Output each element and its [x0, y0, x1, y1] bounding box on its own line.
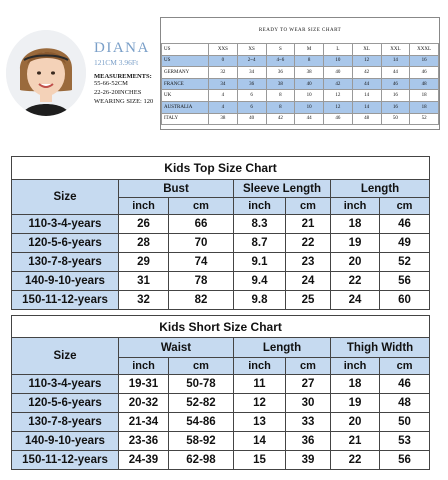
- ready-to-wear-title: READY TO WEAR SIZE CHART: [258, 28, 342, 33]
- model-name: DIANA: [94, 40, 150, 56]
- model-photo: [6, 30, 86, 116]
- measurement-cell: 33: [286, 413, 331, 432]
- model-info: [94, 40, 162, 105]
- measurement-cell: 23: [286, 253, 331, 272]
- measurement-cell: 24: [331, 291, 380, 310]
- unit-header-cell: cm: [286, 358, 331, 375]
- measurement-cell: 21: [286, 215, 331, 234]
- size-value-cell: 40: [324, 67, 353, 79]
- measurement-cell: 15: [234, 451, 286, 470]
- size-value-cell: 38: [209, 113, 238, 125]
- measurement-cell: 9.1: [234, 253, 286, 272]
- measurement-cell: 20: [331, 413, 380, 432]
- measurement-cell: 70: [169, 234, 234, 253]
- region-cell: FRANCE: [162, 78, 209, 90]
- measurement-cell: 50: [380, 413, 430, 432]
- measurement-cell: 39: [286, 451, 331, 470]
- bust-header: Bust: [119, 180, 234, 198]
- unit-header-cell: cm: [286, 198, 331, 215]
- size-value-cell: 4: [209, 90, 238, 102]
- ready-to-wear-row: [162, 101, 439, 113]
- measurement-cell: 25: [286, 291, 331, 310]
- measurement-cell: 54-86: [169, 413, 234, 432]
- size-value-cell: 42: [324, 78, 353, 90]
- size-cell: 150-11-12-years: [12, 291, 119, 310]
- table-row: [12, 413, 430, 432]
- measurement-cell: 9.8: [234, 291, 286, 310]
- size-value-cell: 32: [209, 67, 238, 79]
- measurement-cell: 23-36: [119, 432, 169, 451]
- measurement-cell: 49: [380, 234, 430, 253]
- unit-header-cell: cm: [169, 198, 234, 215]
- measurement-cell: 32: [119, 291, 169, 310]
- unit-header-cell: inch: [234, 198, 286, 215]
- size-cell: 150-11-12-years: [12, 451, 119, 470]
- measurement-cell: 21-34: [119, 413, 169, 432]
- size-value-cell: 16: [381, 101, 410, 113]
- sleeve-length-header: Sleeve Length: [234, 180, 331, 198]
- size-cell: 130-7-8-years: [12, 253, 119, 272]
- ready-to-wear-row: [162, 90, 439, 102]
- measurement-cell: 48: [380, 394, 430, 413]
- size-value-cell: 8: [266, 90, 295, 102]
- size-value-cell: 12: [324, 101, 353, 113]
- size-value-cell: 0: [209, 55, 238, 67]
- region-cell: AUSTRALIA: [162, 101, 209, 113]
- size-value-cell: XXXL: [410, 44, 439, 56]
- size-value-cell: 48: [410, 78, 439, 90]
- size-cell: 120-5-6-years: [12, 394, 119, 413]
- measurement-cell: 20: [331, 253, 380, 272]
- length-header: Length: [234, 338, 331, 358]
- size-value-cell: 46: [381, 78, 410, 90]
- size-cell: 130-7-8-years: [12, 413, 119, 432]
- measurement-cell: 20-32: [119, 394, 169, 413]
- table-row: [12, 432, 430, 451]
- measurement-cell: 8.3: [234, 215, 286, 234]
- measurements-cm: 55-66-52CM: [94, 80, 128, 87]
- size-value-cell: 4~6: [266, 55, 295, 67]
- chart-title: Kids Short Size Chart: [12, 316, 430, 338]
- measurement-cell: 14: [234, 432, 286, 451]
- size-value-cell: 18: [410, 90, 439, 102]
- size-value-cell: XXL: [381, 44, 410, 56]
- size-value-cell: 46: [410, 67, 439, 79]
- size-value-cell: 44: [352, 78, 381, 90]
- measurement-cell: 52: [380, 253, 430, 272]
- ready-to-wear-table: [161, 43, 439, 125]
- unit-header-cell: inch: [234, 358, 286, 375]
- size-value-cell: 16: [410, 55, 439, 67]
- size-value-cell: 38: [295, 67, 324, 79]
- size-value-cell: 6: [237, 90, 266, 102]
- size-value-cell: 46: [324, 113, 353, 125]
- measurement-cell: 12: [234, 394, 286, 413]
- measurement-cell: 19: [331, 234, 380, 253]
- ready-to-wear-size-chart: [160, 17, 440, 130]
- measurement-cell: 66: [169, 215, 234, 234]
- measurement-cell: 30: [286, 394, 331, 413]
- size-value-cell: 8: [266, 101, 295, 113]
- measurement-cell: 22: [331, 272, 380, 291]
- size-value-cell: 50: [381, 113, 410, 125]
- size-value-cell: 8: [295, 55, 324, 67]
- region-cell: US: [162, 44, 209, 56]
- measurement-cell: 50-78: [169, 375, 234, 394]
- table-row: [12, 291, 430, 310]
- measurement-cell: 24: [286, 272, 331, 291]
- size-value-cell: 16: [381, 90, 410, 102]
- size-value-cell: XS: [237, 44, 266, 56]
- size-cell: 120-5-6-years: [12, 234, 119, 253]
- size-value-cell: 2~4: [237, 55, 266, 67]
- measurement-cell: 27: [286, 375, 331, 394]
- table-row: [12, 394, 430, 413]
- table-row: [12, 234, 430, 253]
- measurement-cell: 26: [119, 215, 169, 234]
- measurement-cell: 74: [169, 253, 234, 272]
- unit-header-cell: cm: [380, 198, 430, 215]
- size-value-cell: 36: [266, 67, 295, 79]
- ready-to-wear-row: [162, 113, 439, 125]
- ready-to-wear-row: [162, 55, 439, 67]
- size-value-cell: 18: [410, 101, 439, 113]
- region-cell: US: [162, 55, 209, 67]
- size-value-cell: 10: [324, 55, 353, 67]
- table-row: [12, 272, 430, 291]
- unit-header-cell: cm: [380, 358, 430, 375]
- measurement-cell: 22: [331, 451, 380, 470]
- region-cell: ITALY: [162, 113, 209, 125]
- size-value-cell: S: [266, 44, 295, 56]
- ready-to-wear-header-row: [162, 44, 439, 56]
- table-row: [12, 375, 430, 394]
- measurements-inches: 22-26-20INCHES: [94, 88, 142, 96]
- measurements-label: MEASUREMENTS:: [94, 73, 152, 80]
- table-row: [12, 253, 430, 272]
- measurement-cell: 58-92: [169, 432, 234, 451]
- size-cell: 110-3-4-years: [12, 215, 119, 234]
- size-value-cell: 40: [237, 113, 266, 125]
- size-value-cell: 12: [352, 55, 381, 67]
- unit-header-cell: inch: [119, 198, 169, 215]
- size-value-cell: 48: [352, 113, 381, 125]
- measurement-cell: 11: [234, 375, 286, 394]
- girl-portrait-icon: [6, 30, 86, 116]
- measurement-cell: 31: [119, 272, 169, 291]
- unit-header-cell: inch: [331, 198, 380, 215]
- ready-to-wear-row: [162, 78, 439, 90]
- measurement-cell: 46: [380, 215, 430, 234]
- unit-header-cell: cm: [169, 358, 234, 375]
- region-cell: UK: [162, 90, 209, 102]
- unit-header-cell: inch: [331, 358, 380, 375]
- size-value-cell: 10: [295, 90, 324, 102]
- kids-short-size-chart: [11, 315, 430, 470]
- size-value-cell: 4: [209, 101, 238, 113]
- measurement-cell: 46: [380, 375, 430, 394]
- measurement-cell: 22: [286, 234, 331, 253]
- size-value-cell: 36: [237, 78, 266, 90]
- measurement-cell: 28: [119, 234, 169, 253]
- waist-header: Waist: [119, 338, 234, 358]
- size-cell: 140-9-10-years: [12, 272, 119, 291]
- size-value-cell: 12: [324, 90, 353, 102]
- size-value-cell: 52: [410, 113, 439, 125]
- measurement-cell: 29: [119, 253, 169, 272]
- measurement-cell: 53: [380, 432, 430, 451]
- size-value-cell: 42: [352, 67, 381, 79]
- size-value-cell: 44: [381, 67, 410, 79]
- size-value-cell: 34: [237, 67, 266, 79]
- region-cell: GERMANY: [162, 67, 209, 79]
- measurement-cell: 36: [286, 432, 331, 451]
- measurement-cell: 19-31: [119, 375, 169, 394]
- measurement-cell: 18: [331, 375, 380, 394]
- size-value-cell: 14: [381, 55, 410, 67]
- size-header: Size: [12, 338, 119, 375]
- size-value-cell: 34: [209, 78, 238, 90]
- measurement-cell: 21: [331, 432, 380, 451]
- table-row: [12, 215, 430, 234]
- thigh-width-header: Thigh Width: [331, 338, 430, 358]
- model-height: 121CM 3.96Ft: [94, 58, 139, 67]
- kids-top-size-chart: [11, 156, 430, 310]
- measurement-cell: 24-39: [119, 451, 169, 470]
- size-value-cell: 10: [295, 101, 324, 113]
- size-value-cell: 40: [295, 78, 324, 90]
- size-value-cell: XL: [352, 44, 381, 56]
- measurement-cell: 8.7: [234, 234, 286, 253]
- measurement-cell: 19: [331, 394, 380, 413]
- size-value-cell: XXS: [209, 44, 238, 56]
- measurement-cell: 9.4: [234, 272, 286, 291]
- measurement-cell: 78: [169, 272, 234, 291]
- unit-header-cell: inch: [119, 358, 169, 375]
- measurement-cell: 60: [380, 291, 430, 310]
- size-value-cell: 14: [352, 101, 381, 113]
- measurement-cell: 13: [234, 413, 286, 432]
- size-cell: 140-9-10-years: [12, 432, 119, 451]
- measurement-cell: 18: [331, 215, 380, 234]
- measurement-cell: 56: [380, 272, 430, 291]
- wearing-size: WEARING SIZE: 120: [94, 97, 154, 105]
- size-value-cell: 42: [266, 113, 295, 125]
- ready-to-wear-row: [162, 67, 439, 79]
- table-row: [12, 451, 430, 470]
- size-value-cell: 14: [352, 90, 381, 102]
- size-value-cell: 38: [266, 78, 295, 90]
- size-header: Size: [12, 180, 119, 215]
- chart-title: Kids Top Size Chart: [12, 157, 430, 180]
- size-value-cell: L: [324, 44, 353, 56]
- length-header: Length: [331, 180, 430, 198]
- size-cell: 110-3-4-years: [12, 375, 119, 394]
- measurement-cell: 56: [380, 451, 430, 470]
- measurement-cell: 52-82: [169, 394, 234, 413]
- size-value-cell: M: [295, 44, 324, 56]
- size-value-cell: 6: [237, 101, 266, 113]
- measurement-cell: 62-98: [169, 451, 234, 470]
- size-value-cell: 44: [295, 113, 324, 125]
- measurement-cell: 82: [169, 291, 234, 310]
